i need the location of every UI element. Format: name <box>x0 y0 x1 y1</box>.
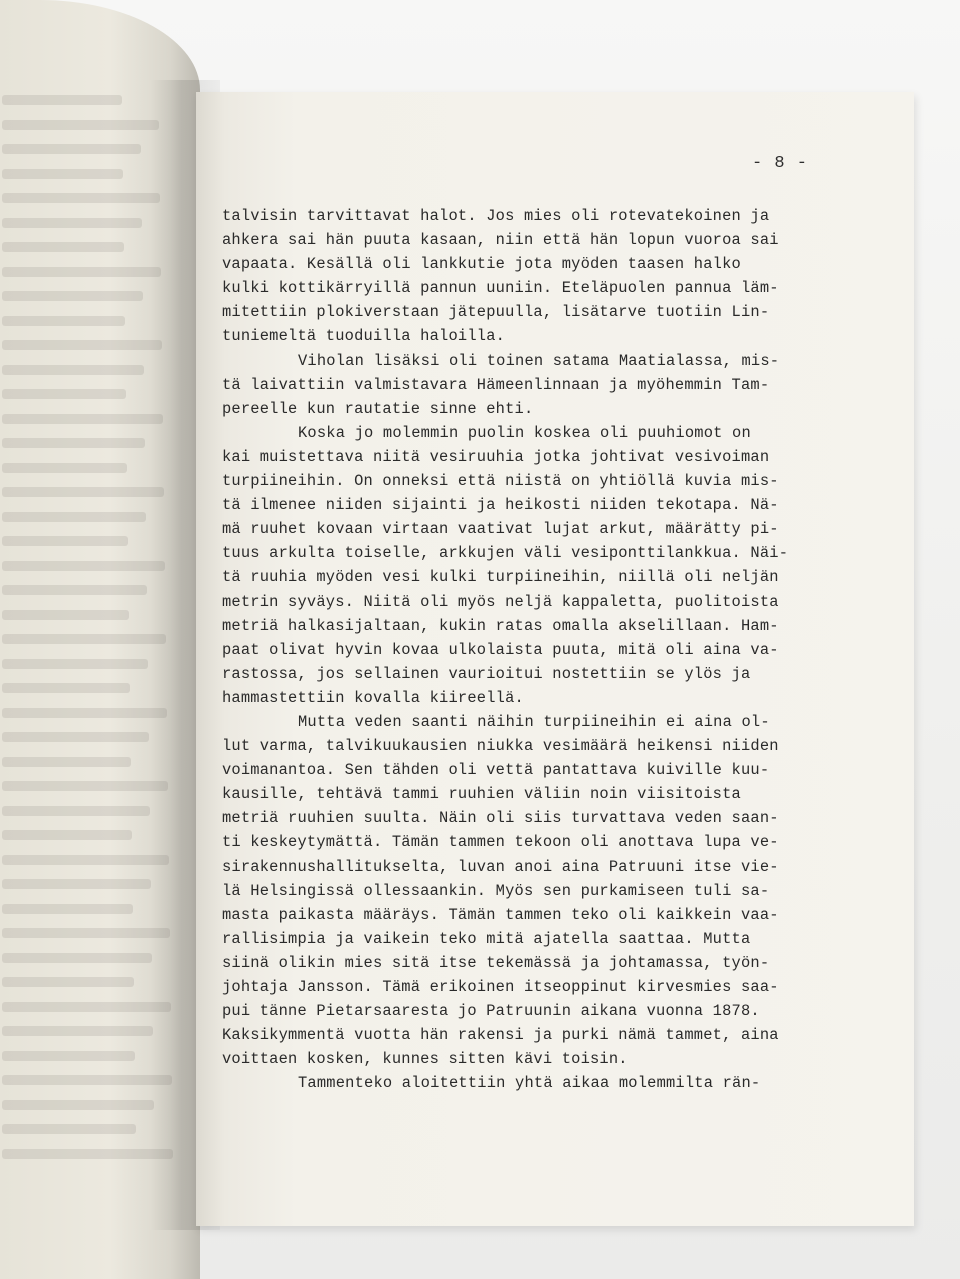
text-line: tä ruuhia myöden vesi kulki turpiineihin, niillä oli neljän <box>222 568 779 587</box>
show-through-line <box>2 1100 154 1110</box>
show-through-line <box>2 1026 153 1036</box>
text-line: johtaja Jansson. Tämä erikoinen itseoppinut kirvesmies saa- <box>222 978 779 996</box>
show-through-line <box>2 120 159 130</box>
show-through-line <box>2 438 145 448</box>
show-through-line <box>2 659 148 669</box>
show-through-line <box>2 512 146 522</box>
show-through-line <box>2 1124 136 1134</box>
text-line: rallisimpia ja vaikein teko mitä ajatella saattaa. Mutta <box>222 929 751 948</box>
show-through-line <box>2 389 126 399</box>
show-through-line <box>2 414 163 424</box>
body-text <box>222 204 822 1095</box>
show-through-line <box>2 904 133 914</box>
show-through-line <box>2 536 128 546</box>
text-line: lut varma, talvikuukausien niukka vesimäärä heikensi niiden <box>222 737 779 756</box>
show-through-line <box>2 683 130 693</box>
text-line: kausille, tehtävä tammi ruuhien väliin noin viisitoista <box>222 785 741 804</box>
text-line: voittaen kosken, kunnes sitten kävi toisin. <box>222 1050 628 1069</box>
show-through-line <box>2 634 166 644</box>
text-line: mitettiin plokiverstaan jätepuulla, lisätarve tuotiin Lin- <box>222 303 770 322</box>
text-line: mä ruuhet kovaan virtaan vaativat lujat arkut, määrätty pi- <box>222 520 779 539</box>
text-line: vapaata. Kesällä oli lankkutie jota myöden taasen halko <box>222 255 741 274</box>
text-line: ti keskeytymättä. Tämän tammen tekoon oli anottava lupa ve- <box>222 833 779 852</box>
text-line: kai muistettava niitä vesiruuhia jotka johtivat vesivoiman <box>222 447 770 466</box>
show-through-line <box>2 830 132 840</box>
show-through-line <box>2 732 149 742</box>
text-line: rastossa, jos sellainen vaurioitui nostettiin se ylös ja <box>222 664 751 683</box>
text-line: ahkera sai hän puuta kasaan, niin että hän lopun vuoroa sai <box>222 231 779 250</box>
page-number: - 8 - <box>752 154 809 173</box>
text-line: Mutta veden saanti näihin turpiineihin ei aina ol- <box>298 712 770 731</box>
text-line: tuniemeltä tuoduilla haloilla. <box>222 327 506 346</box>
show-through-line <box>2 708 167 718</box>
text-line: pui tänne Pietarsaaresta jo Patruunin aikana vuonna 1878. <box>222 1002 760 1021</box>
show-through-line <box>2 463 127 473</box>
text-line: hammastettiin kovalla kiireellä. <box>222 688 524 707</box>
show-through-line <box>2 267 161 277</box>
text-line: Viholan lisäksi oli toinen satama Maatialassa, mis- <box>298 351 780 370</box>
text-line: lä Helsingissä ollessaankin. Myös sen purkamiseen tuli sa- <box>222 881 770 900</box>
show-through-line <box>2 291 143 301</box>
show-through-line <box>2 95 122 105</box>
show-through-line <box>2 193 160 203</box>
show-through-line <box>2 1051 135 1061</box>
show-through-line <box>2 977 134 987</box>
show-through-line <box>2 340 162 350</box>
show-through-line <box>2 879 151 889</box>
show-through-line <box>2 781 168 791</box>
show-through-line <box>2 144 141 154</box>
show-through-line <box>2 806 150 816</box>
text-line: tä ilmenee niiden sijainti ja heikosti niiden tekotapa. Nä- <box>222 496 779 515</box>
text-line: metriä halkasijaltaan, kukin ratas omalla akselillaan. Ham- <box>222 616 779 635</box>
text-line: sirakennushallitukselta, luvan anoi aina Patruuni itse vie- <box>222 857 779 876</box>
show-through-line <box>2 169 123 179</box>
show-through-line <box>2 365 144 375</box>
show-through-line <box>2 487 164 497</box>
text-line: Kaksikymmentä vuotta hän rakensi ja purki nämä tammet, aina <box>222 1026 779 1045</box>
text-line: turpiineihin. On onneksi että niistä on yhtiöllä kuvia mis- <box>222 472 779 491</box>
show-through-line <box>2 855 169 865</box>
text-line: tä laivattiin valmistavara Hämeenlinnaan ja myöhemmin Tam- <box>222 375 770 394</box>
show-through-line <box>2 585 147 595</box>
show-through-line <box>2 1149 173 1159</box>
text-line: tuus arkulta toiselle, arkkujen väli vesiponttilankkua. Näi- <box>222 544 789 563</box>
text-line: voimanantoa. Sen tähden oli vettä pantattava kuiville kuu- <box>222 761 770 780</box>
text-line: masta paikasta määräys. Tämän tammen teko oli kaikkein vaa- <box>222 905 779 924</box>
text-line: pereelle kun rautatie sinne ehti. <box>222 399 534 418</box>
text-line: metriä ruuhien suulta. Näin oli siis turvattava veden saan- <box>222 809 779 828</box>
show-through-line <box>2 561 165 571</box>
show-through-line <box>2 218 142 228</box>
text-line: siinä olikin mies sitä itse tekemässä ja johtamassa, työn- <box>222 953 770 972</box>
text-line: Koska jo molemmin puolin koskea oli puuhiomot on <box>298 423 751 442</box>
show-through-line <box>2 928 170 938</box>
show-through-line <box>2 953 152 963</box>
text-line: paat olivat hyvin kovaa ulkolaista puuta, mitä oli aina va- <box>222 640 779 659</box>
text-line: talvisin tarvittavat halot. Jos mies oli rotevatekoinen ja <box>222 207 770 225</box>
show-through-line <box>2 757 131 767</box>
text-line: kulki kottikärryillä pannun uuniin. Eteläpuolen pannua läm- <box>222 279 779 298</box>
text-line: metrin syväys. Niitä oli myös neljä kappaletta, puolitoista <box>222 592 779 611</box>
show-through-line <box>2 610 129 620</box>
show-through-line <box>2 242 124 252</box>
show-through-line <box>2 316 125 326</box>
show-through-line <box>2 1075 172 1085</box>
text-line: Tammenteko aloitettiin yhtä aikaa molemmilta rän- <box>298 1074 761 1093</box>
show-through-line <box>2 1002 171 1012</box>
